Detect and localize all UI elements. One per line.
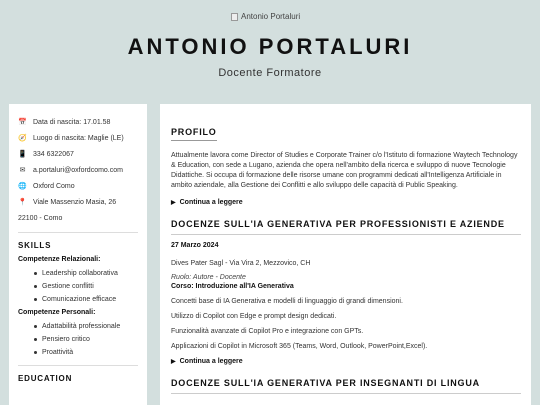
contact-text: Viale Massenzio Masia, 26 — [33, 198, 117, 206]
person-role: Docente Formatore — [218, 67, 322, 79]
list-item — [34, 280, 138, 293]
read-more-label: Continua a leggere — [179, 358, 243, 365]
broken-image-icon — [231, 13, 238, 21]
skill-label: Comunicazione efficace — [42, 296, 117, 303]
contact-row — [18, 162, 138, 178]
course-detail-line: Utilizzo di Copilot con Edge e prompt design dedicati. — [171, 313, 337, 320]
course-detail-line: Applicazioni di Copilot in Microsoft 365 (Teams, Word, Outlook, PowerPoint,Excel). — [171, 343, 428, 350]
triangle-right-icon: ▶ — [171, 200, 176, 206]
list-item — [34, 346, 138, 359]
course-title: Corso: Introduzione all'IA Generativa — [171, 283, 294, 290]
contact-row — [18, 194, 138, 210]
pin-icon: 📍 — [18, 199, 27, 206]
profile-photo-alt: Antonio Portaluri — [241, 12, 301, 21]
list-item — [34, 293, 138, 306]
skills-heading: SKILLS — [18, 241, 52, 250]
cv-header — [0, 0, 540, 96]
education-heading: EDUCATION — [18, 374, 73, 383]
profile-heading: PROFILO — [171, 127, 217, 141]
profile-photo — [231, 12, 300, 21]
skill-group-list — [18, 267, 138, 306]
profile-text: Attualmente lavora come Director of Studies e Corporate Trainer c/o l'Istituto di formazione Waytech Technology & Education, con sede a Lugano, azienda che opera nell'ambito della ricerca e sviluppo di nuove Tecnologie Didattiche. Si occupa di formazione delle risorse umane con programmi dedicati all'Intelligenza Artificiale in ambito aziendale, alla Gestione dei Conflitti e allo sviluppo delle capacità di Public Speaking. — [171, 152, 518, 189]
course-detail-line: Funzionalità avanzate di Copilot Pro e integrazione con GPTs. — [171, 328, 364, 335]
contact-row — [18, 178, 138, 194]
skill-label: Pensiero critico — [42, 336, 90, 343]
compass-icon: 🧭 — [18, 135, 27, 142]
contact-text: Oxford Como — [33, 182, 75, 190]
course-role: Ruolo: Autore - Docente — [171, 274, 246, 281]
read-more-link[interactable] — [171, 199, 521, 206]
course-date: 27 Marzo 2024 — [171, 242, 219, 249]
skills-list — [18, 256, 138, 359]
divider — [18, 365, 138, 366]
globe-icon: 🌐 — [18, 183, 27, 190]
read-more-label: Continua a leggere — [179, 199, 243, 206]
skill-label: Leadership collaborativa — [42, 270, 118, 277]
section-heading: DOCENZE SULL'IA GENERATIVA PER PROFESSIONISTI E AZIENDE — [171, 219, 521, 235]
person-name: ANTONIO PORTALURI — [127, 34, 413, 59]
contact-text: 334 6322067 — [33, 150, 74, 158]
address-line-2: 22100 - Como — [18, 214, 63, 222]
section-heading: DOCENZE SULL'IA GENERATIVA PER INSEGNANTI DI LINGUA — [171, 378, 521, 394]
skill-label: Gestione conflitti — [42, 283, 94, 290]
skill-group-title: Competenze Personali: — [18, 309, 96, 316]
email-icon: ✉ — [19, 167, 26, 174]
list-item — [34, 267, 138, 280]
read-more-link[interactable] — [171, 358, 521, 365]
course-detail-line: Concetti base di IA Generativa e modelli di linguaggio di grandi dimensioni. — [171, 298, 403, 305]
sidebar — [9, 104, 147, 405]
course-details — [171, 298, 521, 350]
contact-row — [18, 114, 138, 130]
list-item — [34, 320, 138, 333]
contact-row — [18, 130, 138, 146]
calendar-icon: 📅 — [18, 119, 27, 126]
list-item — [34, 333, 138, 346]
triangle-right-icon: ▶ — [171, 359, 176, 365]
skill-group-list — [18, 320, 138, 359]
contact-text: Data di nascita: 17.01.58 — [33, 118, 111, 126]
skill-label: Proattività — [42, 349, 74, 356]
skill-group-title: Competenze Relazionali: — [18, 256, 101, 263]
phone-icon: 📱 — [18, 151, 27, 158]
course-organization: Dives Pater Sagl - Via Vira 2, Mezzovico, CH — [171, 260, 311, 267]
contact-info — [18, 114, 138, 210]
contact-text: Luogo di nascita: Maglie (LE) — [33, 134, 124, 142]
main-content — [160, 104, 531, 405]
skill-label: Adattabilità professionale — [42, 323, 121, 330]
contact-row — [18, 146, 138, 162]
contact-text: a.portaluri@oxfordcomo.com — [33, 166, 123, 174]
divider — [18, 232, 138, 233]
